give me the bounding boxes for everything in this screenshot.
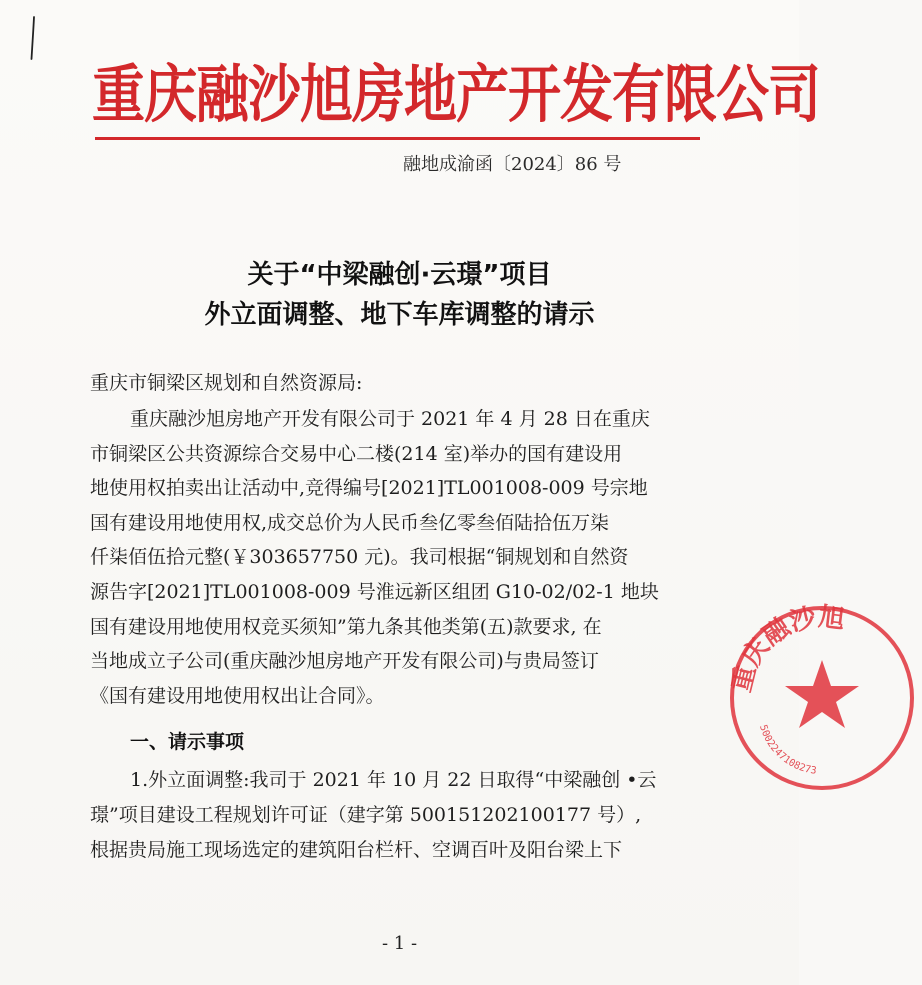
paragraph-2: [90, 763, 690, 868]
seal-star-icon: [785, 660, 859, 728]
paragraph-line: 国有建设用地使用权竞买须知”第九条其他类第(五)款要求, 在: [90, 615, 602, 638]
paragraph-line: 国有建设用地使用权,成交总价为人民币叁亿零叁佰陆拾伍万柒: [90, 511, 610, 534]
paragraph-line: 璟”项目建设工程规划许可证（建字第 500151202100177 号）,: [90, 804, 642, 826]
paragraph-line: 地使用权拍卖出让活动中,竞得编号[2021]TL001008-009 号宗地: [90, 477, 648, 500]
salutation: 重庆市铜梁区规划和自然资源局:: [90, 372, 363, 394]
document-title-line-1: 关于“中梁融创·云璟”项目: [247, 260, 552, 290]
paragraph-line: 仟柒佰伍拾元整(￥303657750 元)。我司根据“铜规划和自然资: [90, 546, 629, 569]
paragraph-line: 源告字[2021]TL001008-009 号淮远新区组团 G10-02/02-1 地块: [90, 580, 659, 603]
seal-text: 重庆融沙旭: [726, 602, 847, 696]
letterhead-company-name: 重庆融沙旭房地产开发有限公司: [92, 59, 820, 132]
document-title-line-2: 外立面调整、地下车库调整的请示: [204, 300, 595, 330]
section-heading-1: 一、请示事项: [130, 731, 245, 753]
paragraph-line: 重庆融沙旭房地产开发有限公司于 2021 年 4 月 28 日在重庆: [130, 408, 650, 430]
paragraph-line: 市铜梁区公共资源综合交易中心二楼(214 室)举办的国有建设用: [90, 442, 623, 465]
paragraph-1: [90, 402, 690, 713]
pen-mark: [30, 16, 36, 60]
letterhead-rule: [95, 137, 700, 140]
paragraph-line: 1.外立面调整:我司于 2021 年 10 月 22 日取得“中梁融创 •云: [130, 769, 657, 791]
company-seal: [722, 598, 922, 798]
paragraph-line: 根据贵局施工现场选定的建筑阳台栏杆、空调百叶及阳台梁上下: [90, 839, 623, 861]
paragraph-line: 《国有建设用地使用权出让合同》。: [90, 684, 385, 707]
document-number: 融地成渝函〔2024〕86 号: [403, 154, 622, 175]
seal-serial: 5002247108273: [757, 723, 818, 777]
page-number: - 1 -: [381, 933, 418, 954]
paragraph-line: 当地成立子公司(重庆融沙旭房地产开发有限公司)与贵局签订: [90, 650, 599, 673]
